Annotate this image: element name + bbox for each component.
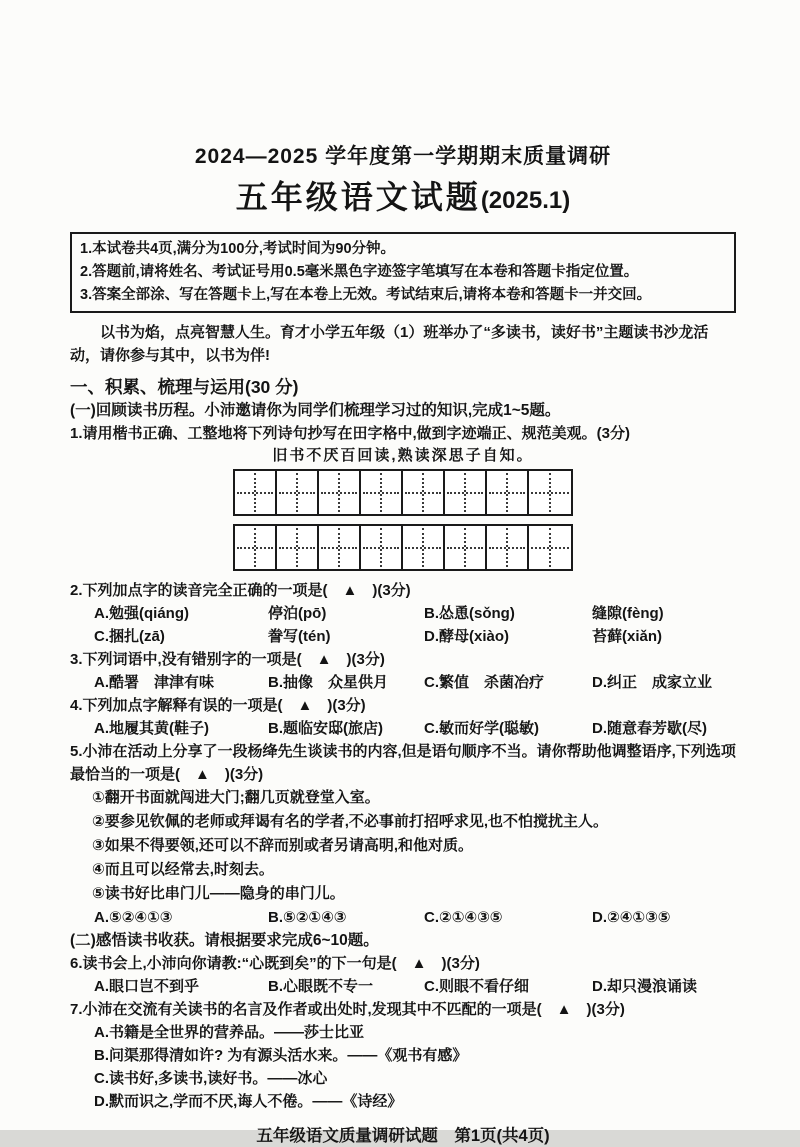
tianzige-cell [445,471,487,514]
q6-stem: 6.读书会上,小沛向你请教:“心既到矣”的下一句是( ▲ )(3分) [70,955,480,972]
tianzige-cell [235,471,277,514]
notice-line-1: 1.本试卷共4页,满分为100分,考试时间为90分钟。 [80,241,396,257]
q5-sentence-4: ④而且可以经常去,时刻去。 [92,861,274,878]
tianzige-cell [529,526,571,569]
q3-options-row [70,671,736,694]
paper-title [70,176,736,222]
q6-option-c: C.则眼不看仔细 [424,978,530,995]
tianzige-cell [403,471,445,514]
q3-stem: 3.下列词语中,没有错别字的一项是( ▲ )(3分) [70,651,385,668]
q7-option-c: C.读书好,多读书,读好书。——冰心 [94,1070,328,1087]
q2-option-c2: 誊写(tén) [268,628,331,645]
q4-option-d: D.随意春芳歇(尽) [592,720,707,737]
q2-option-d2: 苔藓(xiǎn) [592,628,663,645]
q3-option-b: B.抽像 众星供月 [268,674,389,691]
tianzige-cell [487,526,529,569]
tianzige-cell [235,526,277,569]
part-two-title: (二)感悟读书收获。请根据要求完成6~10题。 [70,932,379,949]
tianzige-row-1 [233,469,573,516]
q2-options-row-2 [70,625,736,648]
q5-option-c: C.②①④③⑤ [424,909,503,926]
tianzige-row-2 [233,524,573,571]
q7-option-a: A.书籍是全世界的营养品。——莎士比亚 [94,1024,365,1041]
q7-stem: 7.小沛在交流有关读书的名言及作者或出处时,发现其中不匹配的一项是( ▲ )(3分) [70,1001,625,1018]
q1-writing-grid [70,469,736,571]
q5-sentence-5: ⑤读书好比串门儿——隐身的串门儿。 [92,885,345,902]
q2-option-b2: 缝隙(fèng) [592,605,664,622]
q4-options-row [70,717,736,740]
q4-option-c: C.敏而好学(聪敏) [424,720,539,737]
q6-option-b: B.心眼既不专一 [268,978,374,995]
part-one-title: (一)回顾读书历程。小沛邀请你为同学们梳理学习过的知识,完成1~5题。 [70,402,561,419]
q6-option-a: A.眼口岂不到乎 [94,978,200,995]
q3-option-d: D.纠正 成家立业 [592,674,713,691]
tianzige-cell [277,526,319,569]
tianzige-cell [277,471,319,514]
notice-line-3: 3.答案全部涂、写在答题卡上,写在本卷上无效。考试结束后,请将本卷和答题卡一并交回。 [80,287,652,303]
q2-option-c: C.捆扎(zā) [94,628,165,645]
tianzige-cell [361,526,403,569]
q5-option-b: B.⑤②①④③ [268,909,347,926]
q2-option-a: A.勉强(qiáng) [94,605,189,622]
notice-line-2: 2.答题前,请将姓名、考试证号用0.5毫米黑色字迹签字笔填写在本卷和答题卡指定位置。 [80,264,639,280]
tianzige-cell [445,526,487,569]
q2-options-row-1 [70,602,736,625]
q5-sentence-1: ①翻开书面就闯进大门;翻几页就登堂入室。 [92,789,380,806]
paper-date: (2025.1) [480,187,571,214]
q4-option-a: A.地履其黄(鞋子) [94,720,209,737]
q2-stem: 2.下列加点字的读音完全正确的一项是( ▲ )(3分) [70,582,411,599]
tianzige-cell [319,471,361,514]
q1-copy-sentence: 旧书不厌百回读,熟读深思子自知。 [272,447,534,464]
exam-session-title: 2024—2025 学年度第一学期期末质量调研 [194,145,612,168]
q4-stem: 4.下列加点字解释有误的一项是( ▲ )(3分) [70,697,366,714]
tianzige-cell [361,471,403,514]
q3-option-a: A.酷署 津津有味 [94,674,215,691]
q2-option-a2: 停泊(pō) [268,605,327,622]
tianzige-cell [487,471,529,514]
intro-paragraph: 以书为焰，点亮智慧人生。育才小学五年级（1）班举办了“多读书，读好书”主题读书沙龙活动，请你参与其中，以书为伴! [70,324,709,364]
q5-options-row [70,906,736,929]
q2-option-d: D.酵母(xiào) [424,628,510,645]
q6-options-row [70,975,736,998]
page-footer: 五年级语文质量调研试题 第1页(共4页) [256,1127,550,1145]
q4-option-b: B.题临安邸(旅店) [268,720,383,737]
q3-option-c: C.繁值 杀菌冶疗 [424,674,545,691]
exam-notice-box [70,232,736,313]
section-one-title: 一、积累、梳理与运用(30 分) [70,377,299,397]
tianzige-cell [529,471,571,514]
q1-stem: 1.请用楷书正确、工整地将下列诗句抄写在田字格中,做到字迹端正、规范美观。(3分) [70,425,631,442]
q5-sentence-2: ②要参见钦佩的老师或拜谒有名的学者,不必事前打招呼求见,也不怕搅扰主人。 [92,813,609,830]
q5-option-d: D.②④①③⑤ [592,909,671,926]
q2-option-b: B.怂恿(sǒng) [424,605,515,622]
paper-title-text: 五年级语文试题 [235,179,481,215]
q7-option-b: B.问渠那得清如许? 为有源头活水来。——《观书有感》 [94,1047,468,1064]
q6-option-d: D.却只漫浪诵读 [592,978,698,995]
tianzige-cell [319,526,361,569]
q5-stem: 5.小沛在活动上分享了一段杨绛先生谈读书的内容,但是语句顺序不当。请你帮助他调整语序,下列选项最恰当的一项是( ▲ )(3分) [70,743,736,783]
q5-option-a: A.⑤②④①③ [94,909,173,926]
q7-option-d: D.默而识之,学而不厌,诲人不倦。——《诗经》 [94,1093,403,1110]
q5-sentence-3: ③如果不得要领,还可以不辞而别或者另请高明,和他对质。 [92,837,474,854]
tianzige-cell [403,526,445,569]
